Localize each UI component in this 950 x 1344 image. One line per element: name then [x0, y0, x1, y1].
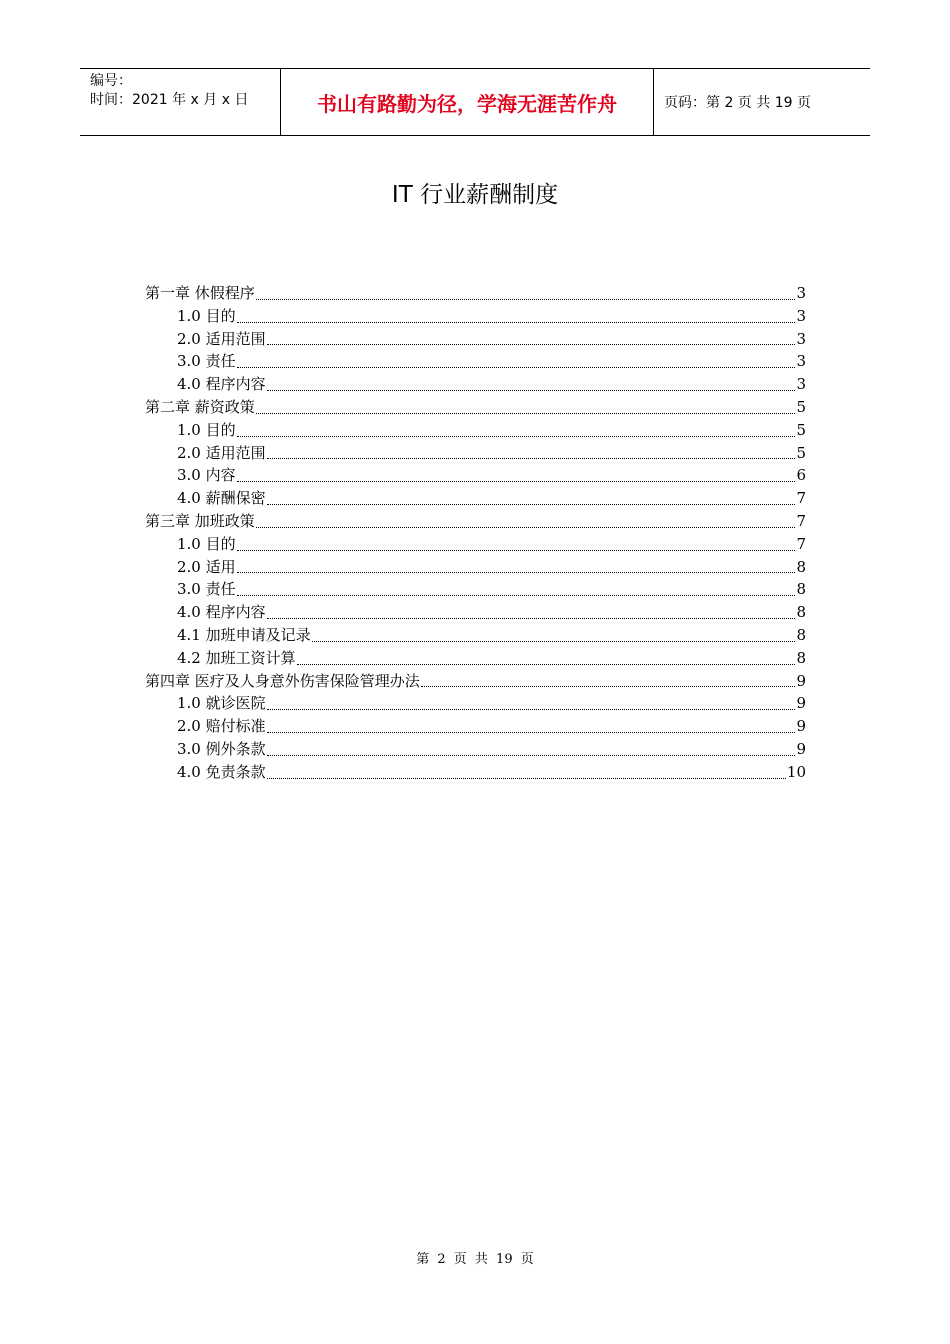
toc-entry[interactable]: [145, 578, 806, 601]
toc-entry-text: 4.1 加班申请及记录: [177, 625, 311, 644]
toc-entry-page: 5: [796, 420, 806, 439]
toc-entry-page: 7: [796, 534, 806, 553]
header-page-info: 页码：第 2 页 共 19 页: [664, 95, 811, 111]
toc-entry-text: 4.0 免责条款: [177, 762, 266, 781]
toc-entry[interactable]: [145, 328, 806, 351]
table-of-contents: [145, 282, 806, 784]
toc-entry-text: 1.0 目的: [177, 420, 236, 439]
toc-leader-dots: [267, 618, 796, 619]
toc-entry[interactable]: [145, 419, 806, 442]
toc-leader-dots: [267, 504, 796, 505]
toc-entry[interactable]: [145, 533, 806, 556]
toc-entry-page: 10: [786, 762, 806, 781]
toc-entry-text: 1.0 目的: [177, 306, 236, 325]
toc-entry-text: 3.0 责任: [177, 352, 236, 371]
toc-leader-dots: [237, 572, 796, 573]
toc-leader-dots: [267, 390, 796, 391]
toc-leader-dots: [267, 755, 796, 756]
toc-entry-page: 8: [796, 625, 806, 644]
toc-entry-text: 第四章 医疗及人身意外伤害保险管理办法: [145, 671, 420, 690]
toc-entry-page: 8: [796, 603, 806, 622]
toc-leader-dots: [312, 641, 796, 642]
toc-entry-text: 3.0 内容: [177, 466, 236, 485]
toc-entry[interactable]: [145, 738, 806, 761]
toc-entry-page: 9: [796, 671, 806, 690]
toc-entry-text: 2.0 赔付标准: [177, 717, 266, 736]
toc-entry-page: 3: [796, 284, 806, 302]
toc-entry[interactable]: [145, 670, 806, 693]
toc-entry-text: 4.0 薪酬保密: [177, 489, 266, 508]
toc-entry[interactable]: [145, 761, 806, 784]
toc-entry[interactable]: [145, 556, 806, 579]
toc-leader-dots: [256, 299, 796, 300]
toc-entry-text: 1.0 目的: [177, 534, 236, 553]
toc-entry-text: 2.0 适用: [177, 557, 236, 576]
toc-entry-text: 4.0 程序内容: [177, 375, 266, 394]
toc-entry[interactable]: [145, 601, 806, 624]
toc-leader-dots: [237, 367, 796, 368]
toc-leader-dots: [237, 550, 796, 551]
toc-entry[interactable]: [145, 350, 806, 373]
page-header: [80, 68, 870, 136]
toc-entry[interactable]: [145, 624, 806, 647]
header-meta: [80, 69, 281, 135]
toc-entry-text: 4.0 程序内容: [177, 603, 266, 622]
toc-entry-page: 5: [796, 397, 806, 416]
toc-entry-page: 9: [796, 694, 806, 713]
toc-leader-dots: [421, 686, 796, 687]
toc-entry-page: 3: [796, 306, 806, 325]
toc-entry-page: 3: [796, 375, 806, 394]
toc-entry-text: 第二章 薪资政策: [145, 397, 255, 416]
toc-leader-dots: [237, 481, 796, 482]
toc-leader-dots: [237, 322, 796, 323]
toc-entry[interactable]: [145, 510, 806, 533]
toc-entry[interactable]: [145, 282, 806, 305]
toc-entry[interactable]: [145, 305, 806, 328]
toc-leader-dots: [256, 527, 796, 528]
toc-entry[interactable]: [145, 647, 806, 670]
toc-entry-page: 8: [796, 580, 806, 599]
toc-leader-dots: [267, 344, 796, 345]
page-footer: 第 2 页 共 19 页: [416, 1252, 534, 1267]
toc-entry-text: 4.2 加班工资计算: [177, 648, 296, 667]
toc-entry-page: 7: [796, 489, 806, 508]
toc-entry[interactable]: [145, 464, 806, 487]
toc-entry-page: 8: [796, 557, 806, 576]
document-title: IT 行业薪酬制度: [391, 182, 559, 208]
toc-entry-text: 第一章 休假程序: [145, 284, 255, 302]
toc-entry[interactable]: [145, 692, 806, 715]
toc-entry-text: 2.0 适用范围: [177, 329, 266, 348]
toc-leader-dots: [237, 436, 796, 437]
toc-entry-text: 2.0 适用范围: [177, 443, 266, 462]
toc-entry[interactable]: [145, 396, 806, 419]
toc-leader-dots: [267, 778, 786, 779]
toc-entry-page: 9: [796, 717, 806, 736]
toc-entry-text: 1.0 就诊医院: [177, 694, 266, 713]
toc-entry-text: 第三章 加班政策: [145, 511, 255, 530]
toc-leader-dots: [237, 595, 796, 596]
toc-leader-dots: [267, 732, 796, 733]
header-motto: 书山有路勤为径，学海无涯苦作舟: [281, 69, 654, 135]
toc-entry[interactable]: [145, 487, 806, 510]
toc-entry-page: 6: [796, 466, 806, 485]
toc-entry-page: 5: [796, 443, 806, 462]
toc-leader-dots: [267, 709, 796, 710]
toc-leader-dots: [267, 458, 796, 459]
toc-entry-page: 7: [796, 511, 806, 530]
toc-entry-page: 8: [796, 648, 806, 667]
toc-leader-dots: [256, 413, 796, 414]
toc-entry-page: 3: [796, 352, 806, 371]
toc-entry-page: 9: [796, 739, 806, 758]
toc-entry[interactable]: [145, 442, 806, 465]
toc-entry-text: 3.0 例外条款: [177, 739, 266, 758]
toc-entry-text: 3.0 责任: [177, 580, 236, 599]
time-label: 时间：2021 年 x 月 x 日: [90, 92, 249, 108]
toc-entry-page: 3: [796, 329, 806, 348]
toc-entry[interactable]: [145, 373, 806, 396]
toc-leader-dots: [297, 664, 796, 665]
toc-entry[interactable]: [145, 715, 806, 738]
number-label: 编号：: [90, 73, 132, 89]
